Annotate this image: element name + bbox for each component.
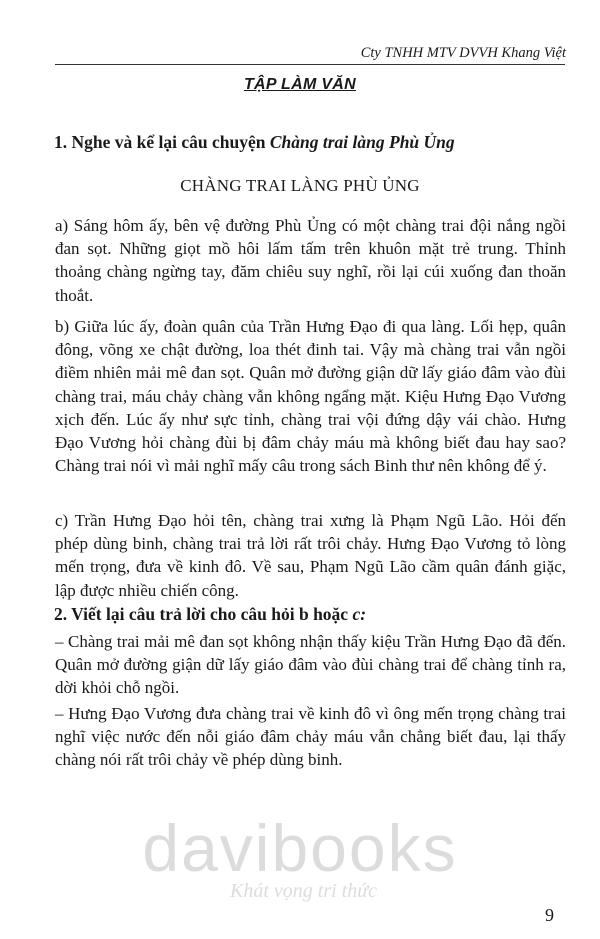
watermark-slogan: Khát vọng tri thức xyxy=(230,880,378,902)
question-2-prefix: 2. Viết lại câu trả lời cho câu hỏi b hoặc xyxy=(54,604,353,624)
question-1-story-name: Chàng trai làng Phù Ủng xyxy=(269,132,455,152)
question-1-prefix: 1. Nghe và kể lại câu chuyện xyxy=(54,132,270,152)
question-1-heading xyxy=(54,132,455,153)
page-number: 9 xyxy=(545,905,554,925)
running-header: Cty TNHH MTV DVVH Khang Việt xyxy=(360,45,566,61)
header-divider xyxy=(55,64,565,65)
section-title: TẬP LÀM VĂN xyxy=(243,76,357,93)
story-paragraph-a: a) Sáng hôm ấy, bên vệ đường Phù Ủng có một chàng trai đội nắng ngồi đan sọt. Những giọt mồ hôi lấm tấm trên khuôn mặt trẻ trung. Thỉnh thoảng chàng ngừng tay, đăm chiêu suy nghĩ, rồi lại cúi xuống đan thoăn thoắt. xyxy=(55,216,566,305)
story-paragraph-c: c) Trần Hưng Đạo hỏi tên, chàng trai xưng là Phạm Ngũ Lão. Hỏi đến phép dùng binh, chàng trai trả lời rất trôi chảy. Hưng Đạo Vương tỏ lòng mến trọng, đưa về kinh đô. Về sau, Phạm Ngũ Lão cầm quân đánh giặc, lập được nhiều chiến công. xyxy=(55,511,566,600)
question-2-heading xyxy=(54,604,366,625)
story-title: CHÀNG TRAI LÀNG PHÙ ỦNG xyxy=(180,176,420,195)
answer-item: – Chàng trai mải mê đan sọt không nhận thấy kiệu Trần Hưng Đạo đã đến. Quân mở đường giận dữ lấy giáo đâm vào đùi chàng trai để chàng tỉnh ra, dời khỏi chỗ ngồi. xyxy=(55,632,566,698)
story-paragraph-b: b) Giữa lúc ấy, đoàn quân của Trần Hưng Đạo đi qua làng. Lối hẹp, quân đông, võng xe chật đường, loa thét đinh tai. Vậy mà chàng trai vẫn ngồi điềm nhiên mải mê đan sọt. Quân mở đường giận dữ lấy giáo đâm vào đùi chàng trai, máu chảy chàng vẫn không ngẩng mặt. Kiệu Hưng Đạo Vương xịch đến. Lúc ấy như sực tỉnh, chàng trai vội đứng dậy vái chào. Hưng Đạo Vương hỏi chàng đùi bị đâm chảy máu mà không biết đau hay sao? Chàng trai nói vì mải nghĩ mấy câu trong sách Binh thư nên không để ý. xyxy=(55,317,566,476)
answer-item: – Hưng Đạo Vương đưa chàng trai về kinh đô vì ông mến trọng chàng trai nghĩ việc nước đến nỗi giáo đâm chảy máu vẫn chẳng biết đau, lại thấy chàng nói rất trôi chảy về phép dùng binh. xyxy=(55,704,566,770)
question-2-letter: c: xyxy=(352,604,367,624)
watermark-brand: davibooks xyxy=(142,811,458,885)
